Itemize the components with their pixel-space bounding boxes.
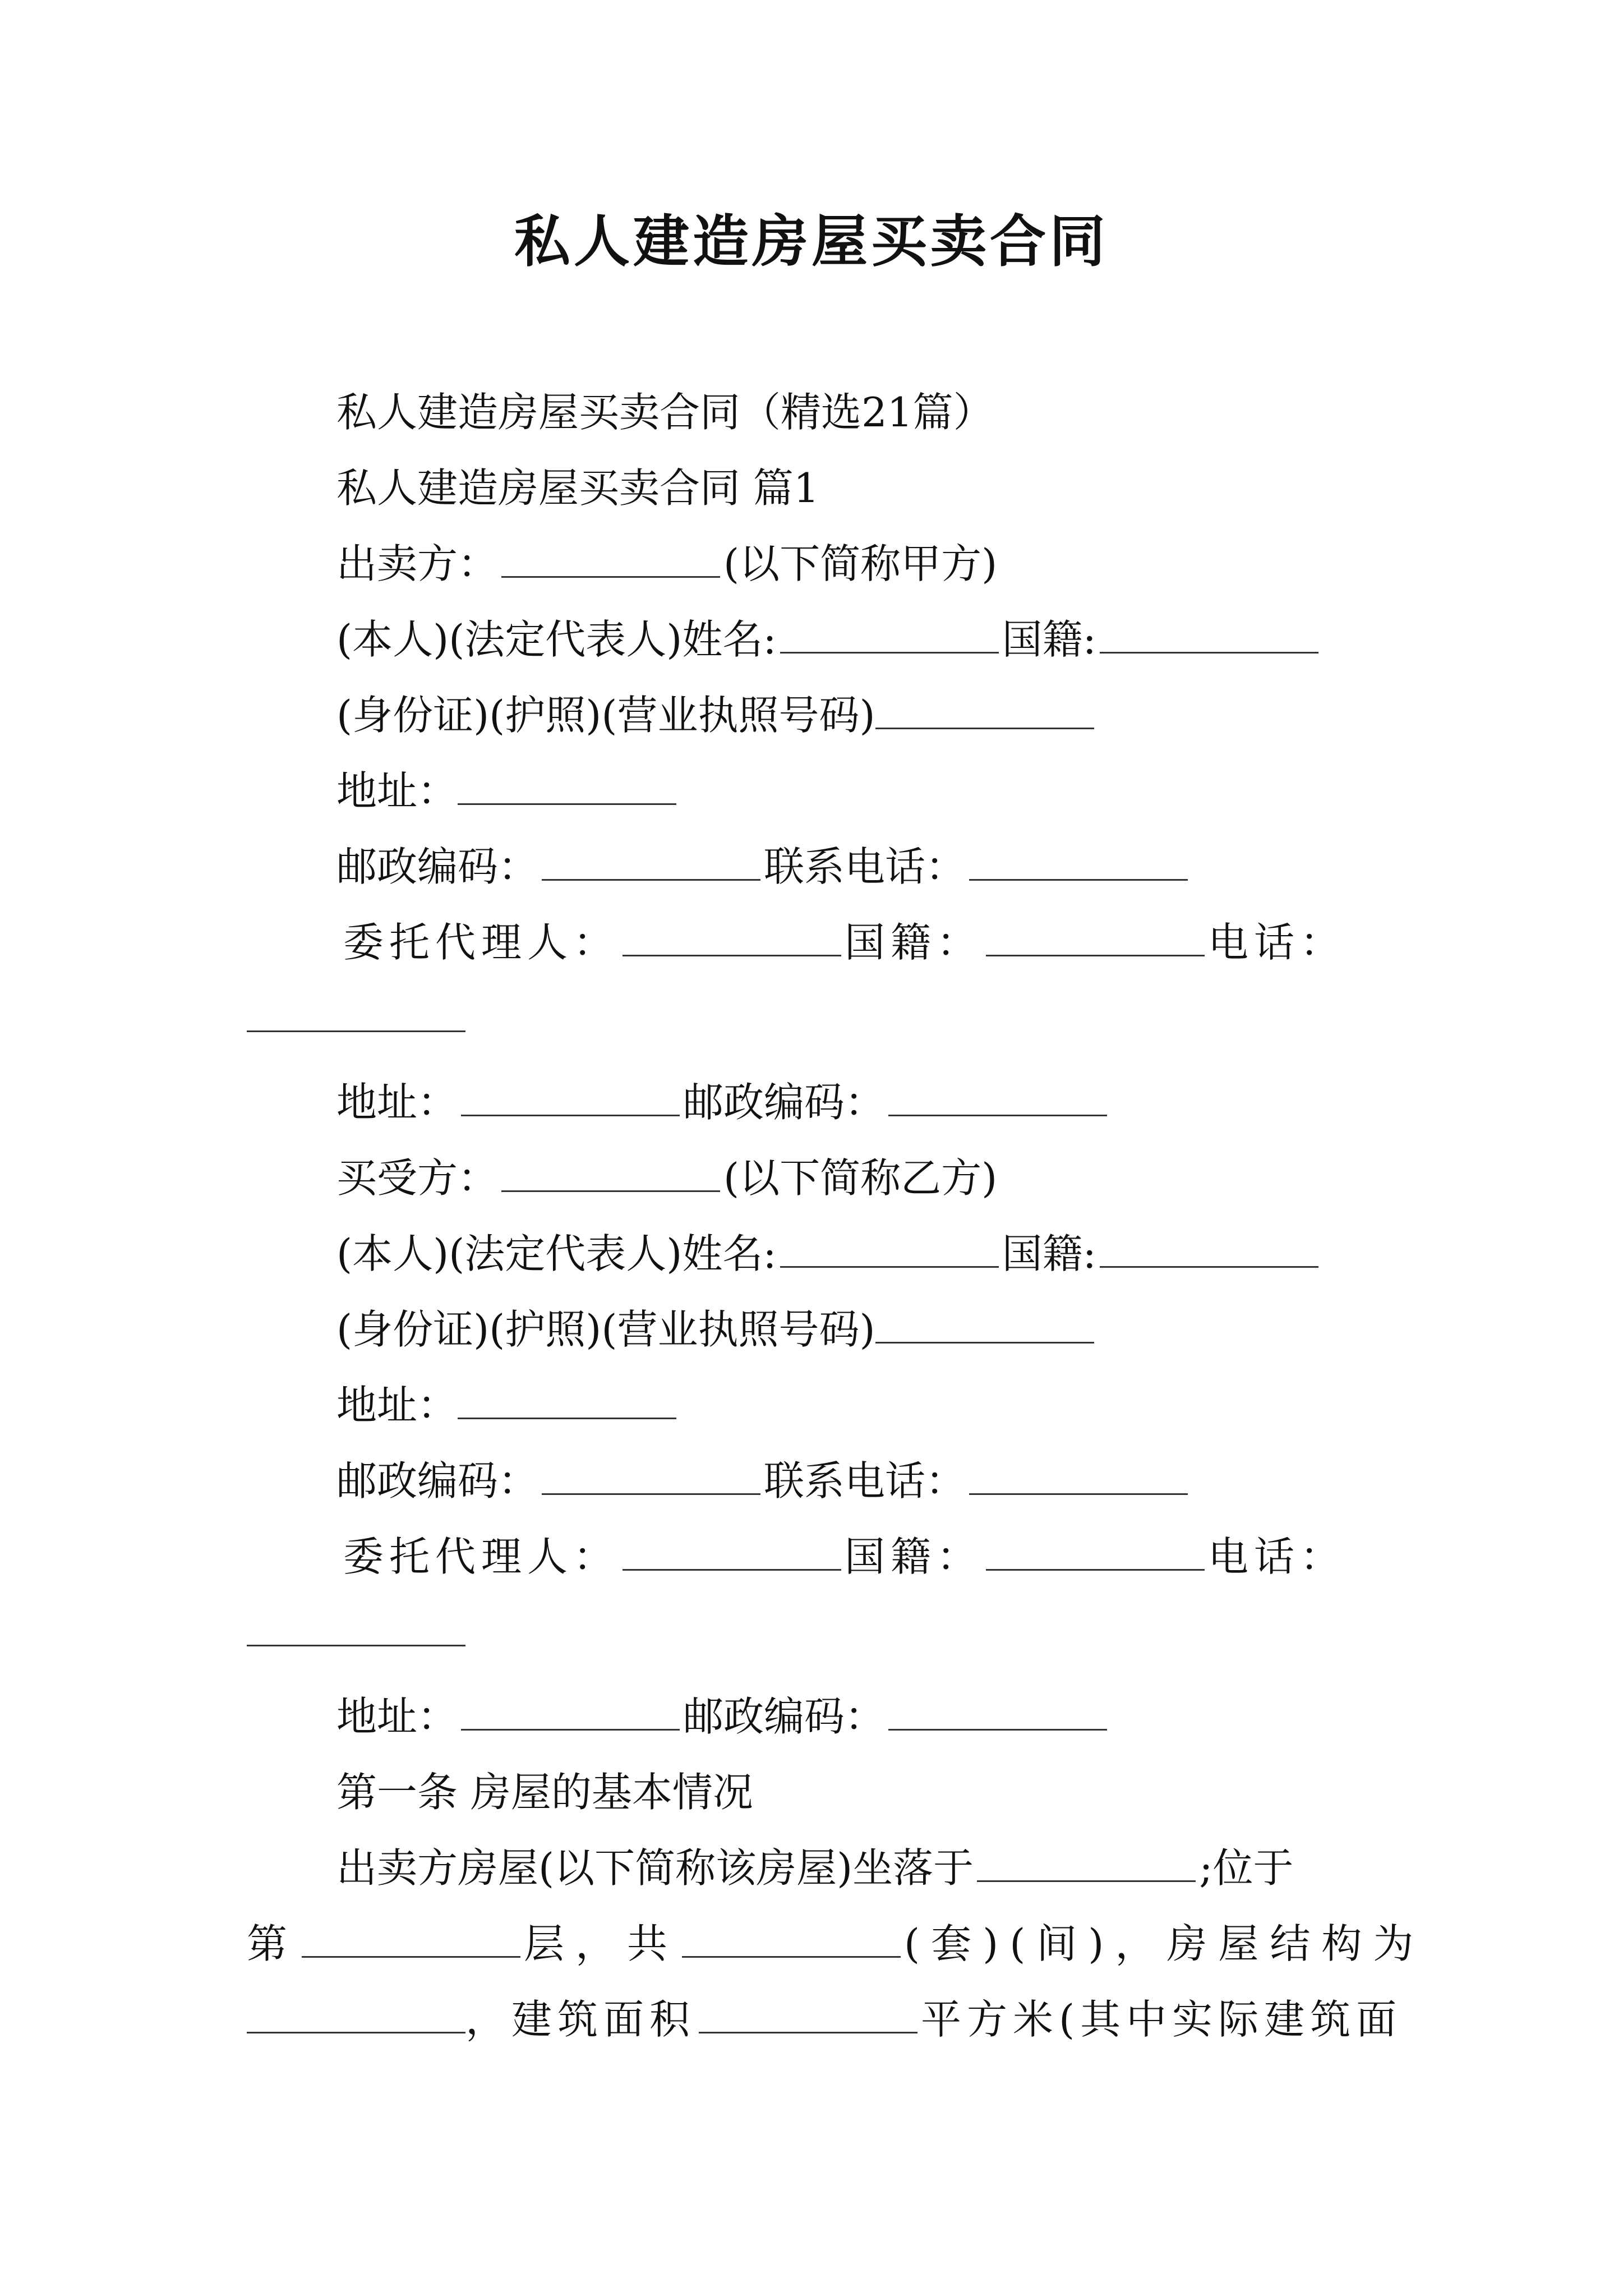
buyer-phone-blank[interactable] (969, 1460, 1188, 1495)
agent-label: 委托代理人： (343, 1533, 620, 1580)
buyer-agent-phone-line (247, 1602, 465, 1663)
para3-text-a: ，建筑面积 (465, 1996, 696, 2043)
article-heading-text: 第一条 房屋的基本情况 (336, 1769, 753, 1816)
address-label: 地址： (336, 767, 458, 815)
buyer-agent-line (343, 1526, 1346, 1588)
document-title: 私人建造房屋买卖合同 (514, 208, 1109, 274)
id-label: (身份证)(护照)(营业执照号码) (336, 1306, 875, 1353)
buyer-agent-phone-blank[interactable] (247, 1611, 465, 1646)
paragraph-line-2 (247, 1913, 1424, 1975)
address-label: 地址： (336, 1079, 458, 1126)
seller-line (336, 533, 997, 595)
seller-postcode-blank[interactable] (542, 845, 760, 881)
buyer-blank[interactable] (501, 1157, 720, 1192)
para3-text-b: 平方米(其中实际建筑面 (921, 1996, 1403, 2043)
seller-contact-line (336, 836, 1191, 898)
subtitle-line (336, 381, 994, 443)
seller-suffix: (以下简称甲方) (723, 540, 998, 587)
name-label: (本人)(法定代表人)姓名: (336, 1230, 777, 1277)
buyer-postcode-blank[interactable] (542, 1460, 760, 1495)
seller-phone-blank[interactable] (969, 845, 1188, 881)
seller-nationality-blank[interactable] (1100, 618, 1318, 654)
structure-blank[interactable] (247, 1998, 465, 2033)
buyer-address-blank[interactable] (458, 1384, 676, 1419)
area-blank[interactable] (699, 1998, 917, 2033)
buyer-name-line (336, 1223, 1322, 1285)
buyer-id-blank[interactable] (875, 1308, 1094, 1343)
address-label: 地址： (336, 1693, 458, 1740)
buyer-agent-address-blank[interactable] (461, 1695, 680, 1731)
total-floors-blank[interactable] (682, 1922, 901, 1958)
agent-phone-label: 电话： (1208, 919, 1347, 966)
subtitle-text: 私人建造房屋买卖合同（精选21篇） (336, 389, 994, 436)
postcode-label: 邮政编码： (336, 843, 539, 890)
name-label: (本人)(法定代表人)姓名: (336, 616, 777, 663)
para1-text-b: ;位于 (1199, 1844, 1294, 1892)
article-heading (336, 1761, 753, 1823)
agent-nationality-label: 国籍： (845, 1533, 983, 1580)
buyer-name-blank[interactable] (780, 1232, 999, 1268)
seller-agent-phone-blank[interactable] (247, 997, 465, 1032)
buyer-address-line (336, 1374, 676, 1436)
seller-agent-nationality-blank[interactable] (986, 921, 1205, 956)
buyer-label: 买受方： (336, 1154, 499, 1202)
buyer-suffix: (以下简称乙方) (723, 1154, 998, 1202)
agent-label: 委托代理人： (343, 919, 620, 966)
buyer-contact-line (336, 1450, 1191, 1512)
paragraph-line-3 (247, 1989, 1402, 2050)
seller-address-line (336, 760, 676, 822)
id-label: (身份证)(护照)(营业执照号码) (336, 692, 875, 739)
seller-agent-postcode-blank[interactable] (888, 1081, 1107, 1116)
buyer-agent-blank[interactable] (623, 1535, 841, 1571)
seller-blank[interactable] (501, 542, 720, 578)
seller-id-line (336, 684, 1094, 746)
postcode-label: 邮政编码： (336, 1457, 539, 1504)
nationality-label: 国籍: (1002, 616, 1096, 663)
nationality-label: 国籍: (1002, 1230, 1096, 1277)
seller-agent-blank[interactable] (623, 921, 841, 956)
seller-address-blank[interactable] (458, 770, 676, 805)
para2-text-a: 第 (247, 1920, 299, 1967)
location-blank[interactable] (977, 1847, 1196, 1882)
seller-agent-address-line (336, 1071, 1110, 1133)
seller-agent-address-blank[interactable] (461, 1081, 680, 1116)
buyer-agent-nationality-blank[interactable] (986, 1535, 1205, 1571)
buyer-line (336, 1147, 997, 1209)
para2-text-b: 层，共 (524, 1920, 679, 1967)
buyer-agent-address-line (336, 1686, 1110, 1747)
section-heading (336, 457, 819, 519)
paragraph-line-1 (336, 1837, 1293, 1899)
para2-text-c: (套)(间)，房屋结构为 (904, 1920, 1425, 1967)
seller-agent-line (343, 912, 1346, 973)
para1-text-a: 出卖方房屋(以下简称该房屋)坐落于 (336, 1844, 974, 1892)
seller-label: 出卖方： (336, 540, 499, 587)
seller-id-blank[interactable] (875, 694, 1094, 729)
buyer-agent-postcode-blank[interactable] (888, 1695, 1107, 1731)
phone-label: 联系电话： (764, 843, 966, 890)
seller-name-line (336, 609, 1322, 670)
floor-blank[interactable] (302, 1922, 520, 1958)
seller-name-blank[interactable] (780, 618, 999, 654)
address-label: 地址： (336, 1382, 458, 1429)
seller-agent-phone-line (247, 987, 465, 1049)
postcode-label: 邮政编码： (683, 1079, 886, 1126)
section-heading-text: 私人建造房屋买卖合同 篇1 (336, 464, 819, 512)
agent-nationality-label: 国籍： (845, 919, 983, 966)
buyer-nationality-blank[interactable] (1100, 1232, 1318, 1268)
postcode-label: 邮政编码： (683, 1693, 886, 1740)
buyer-id-line (336, 1299, 1094, 1360)
phone-label: 联系电话： (764, 1457, 966, 1504)
agent-phone-label: 电话： (1208, 1533, 1347, 1580)
